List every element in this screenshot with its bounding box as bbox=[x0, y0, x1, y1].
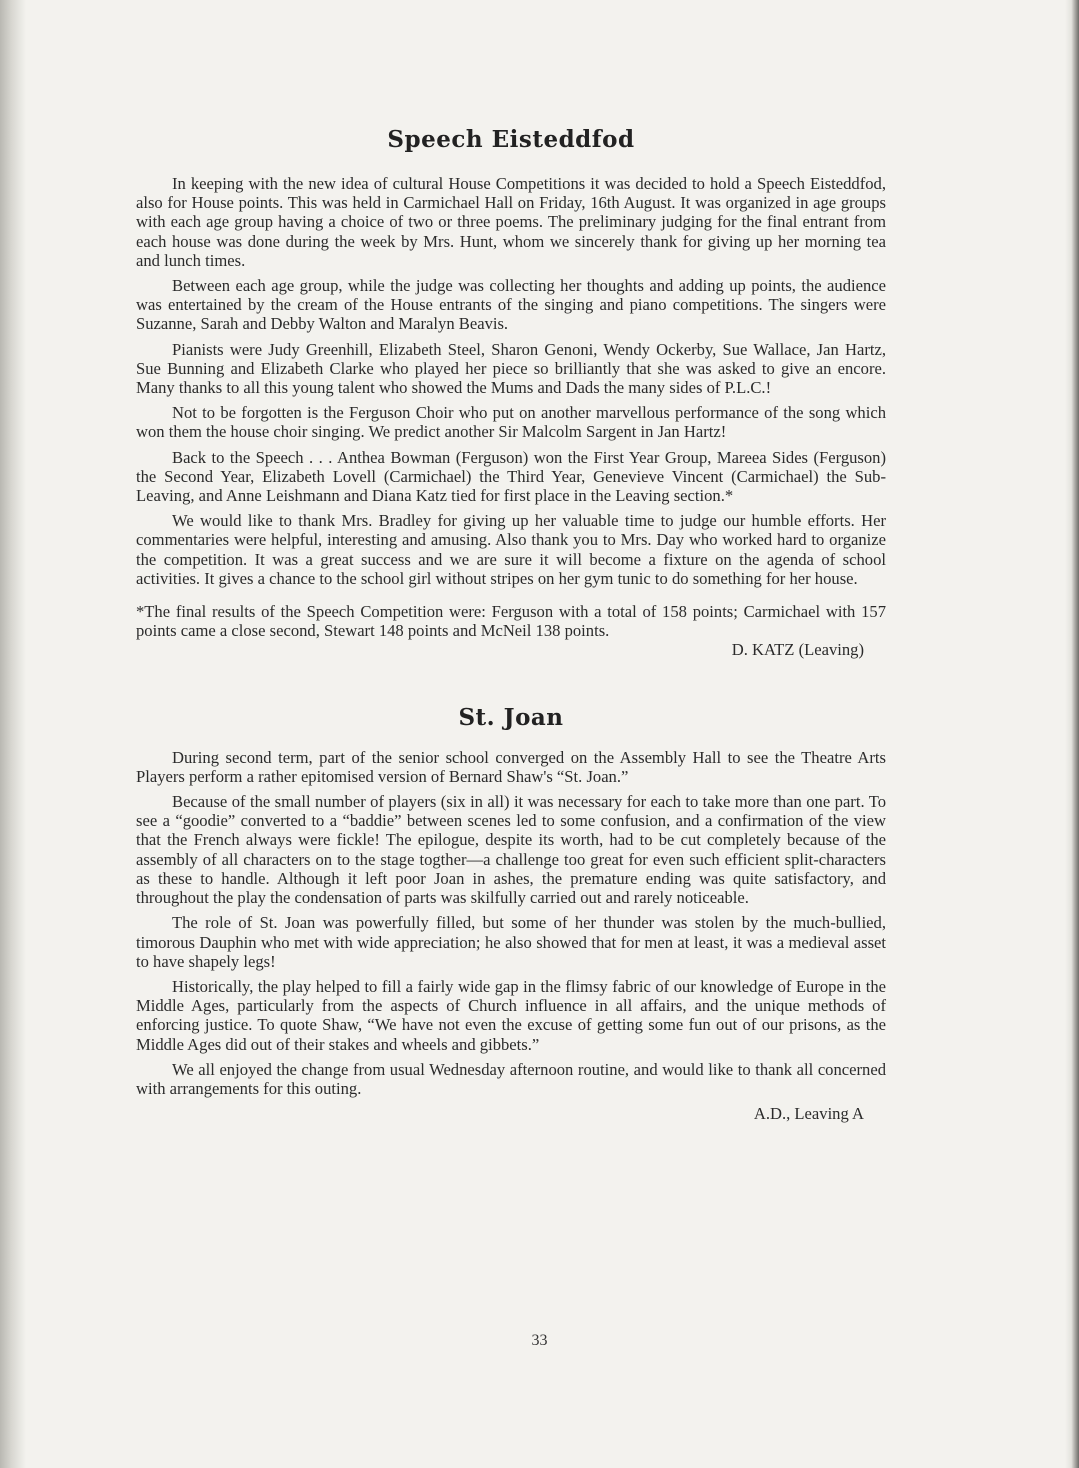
author-signature: D. KATZ (Leaving) bbox=[731, 640, 864, 660]
paragraph: Historically, the play helped to fill a fairly wide gap in the flimsy fabric of our knowledge of Europe in the Middle Ages, particularly from the aspects of Church influence in all affairs, and the unique methods of enforcing justice. To quote Shaw, “We have not even the excuse of getting some fun out of our prisons, as the Middle Ages did out of their stakes and wheels and gibbets.” bbox=[136, 976, 886, 1054]
footnote: *The final results of the Speech Competition were: Ferguson with a total of 158 points; Carmichael with 157 points came a close second, Stewart 148 points and McNeil 138 points. bbox=[136, 602, 886, 641]
author-signature: A.D., Leaving A bbox=[753, 1104, 864, 1124]
paragraph: The role of St. Joan was powerfully filled, but some of her thunder was stolen by the much-bullied, timorous Dauphin who met with wide appreciation; he also showed that for men at least, it was a medieval asset to have shapely legs! bbox=[136, 913, 886, 971]
article-speech-eisteddfod bbox=[136, 126, 886, 660]
paragraph: Back to the Speech . . . Anthea Bowman (Ferguson) won the First Year Group, Mareea Sides (Ferguson) the Second Year, Elizabeth Lovell (Carmichael) the Third Year, Genevieve Vincent (Carmichael) the Sub-Leaving, and Anne Leishmann and Diana Katz tied for first place in the Leaving section.* bbox=[136, 447, 886, 506]
binding-shadow bbox=[0, 0, 26, 1468]
paragraph: We all enjoyed the change from usual Wednesday afternoon routine, and would like to thank all concerned with arrangements for this outing. bbox=[136, 1059, 886, 1098]
text-column bbox=[136, 118, 886, 1123]
paragraph: Between each age group, while the judge was collecting her thoughts and adding up points, the audience was entertained by the cream of the House entrants of the singing and piano competitions. The singers were Suzanne, Sarah and Debby Walton and Maralyn Beavis. bbox=[136, 276, 886, 334]
article-title: St. Joan bbox=[458, 703, 564, 731]
paragraph: In keeping with the new idea of cultural House Competitions it was decided to hold a Speech Eisteddfod, also for House points. This was held in Carmichael Hall on Friday, 16th August. It was organized in age groups with each age group having a choice of two or three poems. The preliminary judging for the final entrant from each house was done during the week by Mrs. Hunt, whom we sincerely thank for giving up her morning tea and lunch times. bbox=[136, 174, 886, 270]
paragraph: Pianists were Judy Greenhill, Elizabeth Steel, Sharon Genoni, Wendy Ockerby, Sue Wallace, Jan Hartz, Sue Bunning and Elizabeth Clarke who played her piece so brilliantly that she was asked to give an encore. Many thanks to all this young talent who showed the Mums and Dads the many sides of P.L.C.! bbox=[136, 339, 886, 398]
paragraph: We would like to thank Mrs. Bradley for giving up her valuable time to judge our humble efforts. Her commentaries were helpful, interesting and amusing. Also thank you to Mrs. Day who worked hard to organize the competition. It was a great success and we are sure it will become a fixture on the agenda of school activities. It gives a chance to the school girl without stripes on her gym tunic to do something for her house. bbox=[136, 511, 886, 588]
page-number: 33 bbox=[531, 1332, 548, 1349]
article-st-joan bbox=[136, 704, 886, 1124]
paragraph: Because of the small number of players (six in all) it was necessary for each to take more than one part. To see a “goodie” converted to a “baddie” between scenes led to some confusion, and a confirmation of the view that the French always were fickle! The epilogue, despite its worth, had to be cut completely because of the assembly of all characters on to the stage togther—a challenge too great for even such efficient split-characters as these to handle. Although it left poor Joan in ashes, the premature ending was quite satisfactory, and throughout the play the condensation of parts was skilfully carried out and rarely noticeable. bbox=[136, 792, 886, 908]
paragraph: During second term, part of the senior school converged on the Assembly Hall to see the Theatre Arts Players perform a rather epitomised version of Bernard Shaw's “St. Joan.” bbox=[136, 747, 886, 786]
article-title: Speech Eisteddfod bbox=[387, 126, 635, 153]
page-edge bbox=[1065, 0, 1079, 1468]
paragraph: Not to be forgotten is the Ferguson Choir who put on another marvellous performance of the song which won them the house choir singing. We predict another Sir Malcolm Sargent in Jan Hartz! bbox=[136, 403, 886, 442]
